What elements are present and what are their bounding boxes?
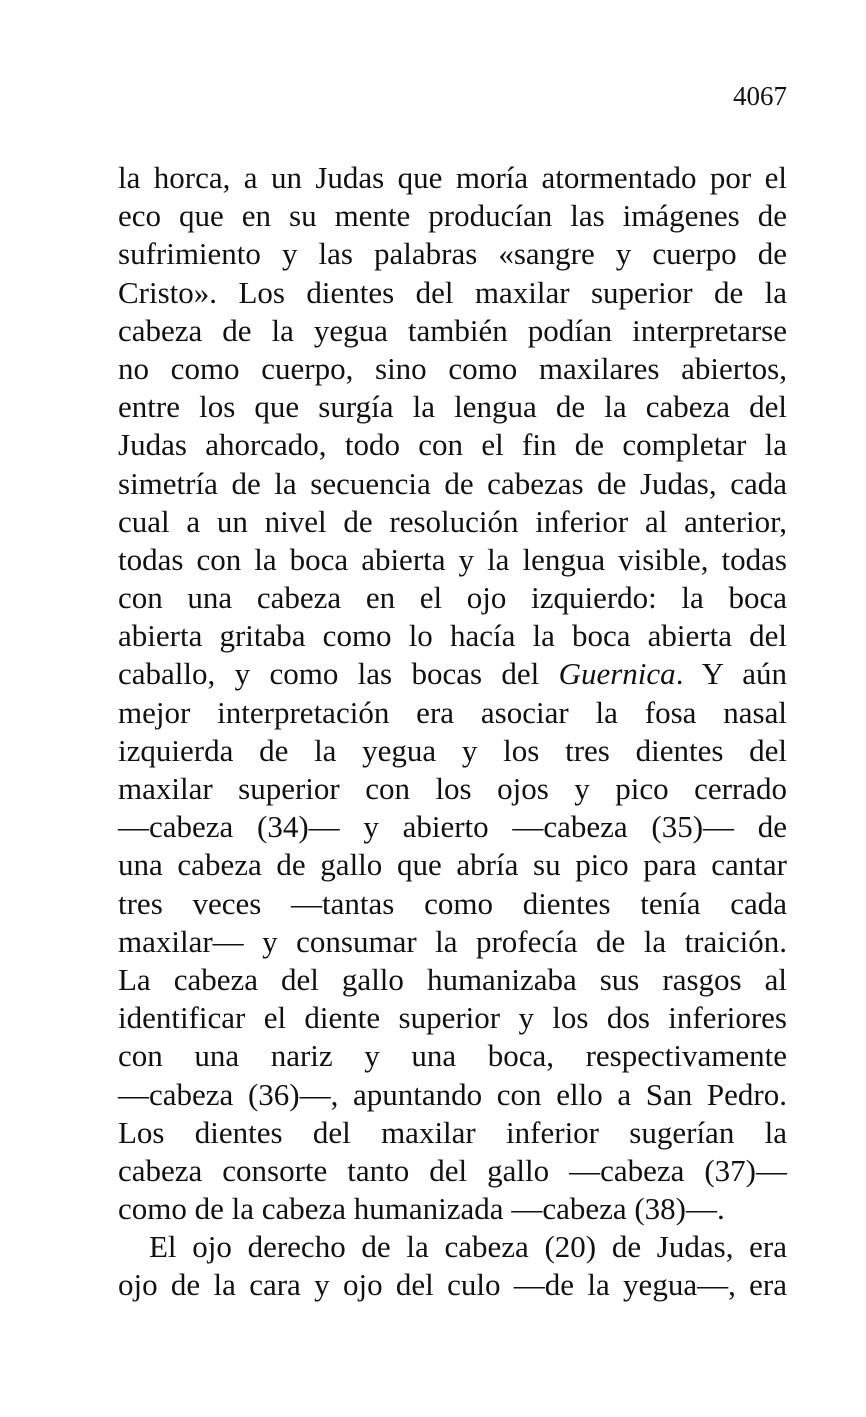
text-line: —cabeza (34)— y abierto —cabeza (35)— de [118,809,787,845]
text-segment: . Y aún [675,656,787,692]
text-line: con una nariz y una boca, respectivamente [118,1038,787,1074]
text-line: cual a un nivel de resolución inferior al anterior, [118,503,787,539]
text-line: cabeza de la yegua también podían interpretarse [118,312,787,348]
paragraph-first-line: El ojo derecho de la cabeza (20) de Judas, era [149,1229,787,1265]
italic-title-guernica: Guernica [558,656,676,692]
text-line: sufrimiento y las palabras «sangre y cuerpo de [118,236,787,272]
text-line: entre los que surgía la lengua de la cabeza del [118,389,787,425]
text-line: con una cabeza en el ojo izquierdo: la boca [118,580,787,616]
text-line: maxilar superior con los ojos y pico cerrado [118,771,787,806]
text-line: cabeza consorte tanto del gallo —cabeza (37)— [118,1152,787,1188]
text-segment: caballo, y como las bocas del [118,656,559,692]
body-text [118,159,787,1305]
text-line: Cristo». Los dientes del maxilar superior de la [118,274,787,310]
text-line: Judas ahorcado, todo con el fin de completar la [118,427,787,463]
text-line: abierta gritaba como lo hacía la boca abierta del [118,618,787,654]
text-line: todas con la boca abierta y la lengua visible, todas [118,541,787,577]
text-line: mejor interpretación era asociar la fosa nasal [118,694,787,730]
text-line: la horca, a un Judas que moría atormentado por el [118,160,787,195]
text-line-guernica [118,655,787,693]
page-number: 4067 [733,81,787,111]
text-line: una cabeza de gallo que abría su pico para cantar [118,847,787,883]
text-line: tres veces —tantas como dientes tenía cada [118,885,787,921]
text-line: ojo de la cara y ojo del culo —de la yegua—, era [118,1267,787,1303]
text-line: maxilar— y consumar la profecía de la traición. [118,923,787,959]
text-line: Los dientes del maxilar inferior sugerían la [118,1114,787,1150]
text-line: no como cuerpo, sino como maxilares abiertos, [118,350,787,386]
text-line: —cabeza (36)—, apuntando con ello a San Pedro. [118,1076,787,1112]
text-line: simetría de la secuencia de cabezas de Judas, cada [118,465,787,501]
paragraph-last-line: como de la cabeza humanizada —cabeza (38)—. [118,1191,725,1227]
text-line: izquierda de la yegua y los tres dientes del [118,732,787,768]
text-line: identificar el diente superior y los dos inferiores [118,1000,787,1036]
text-line: La cabeza del gallo humanizaba sus rasgos al [118,961,787,997]
text-line: eco que en su mente producían las imágenes de [118,198,787,234]
